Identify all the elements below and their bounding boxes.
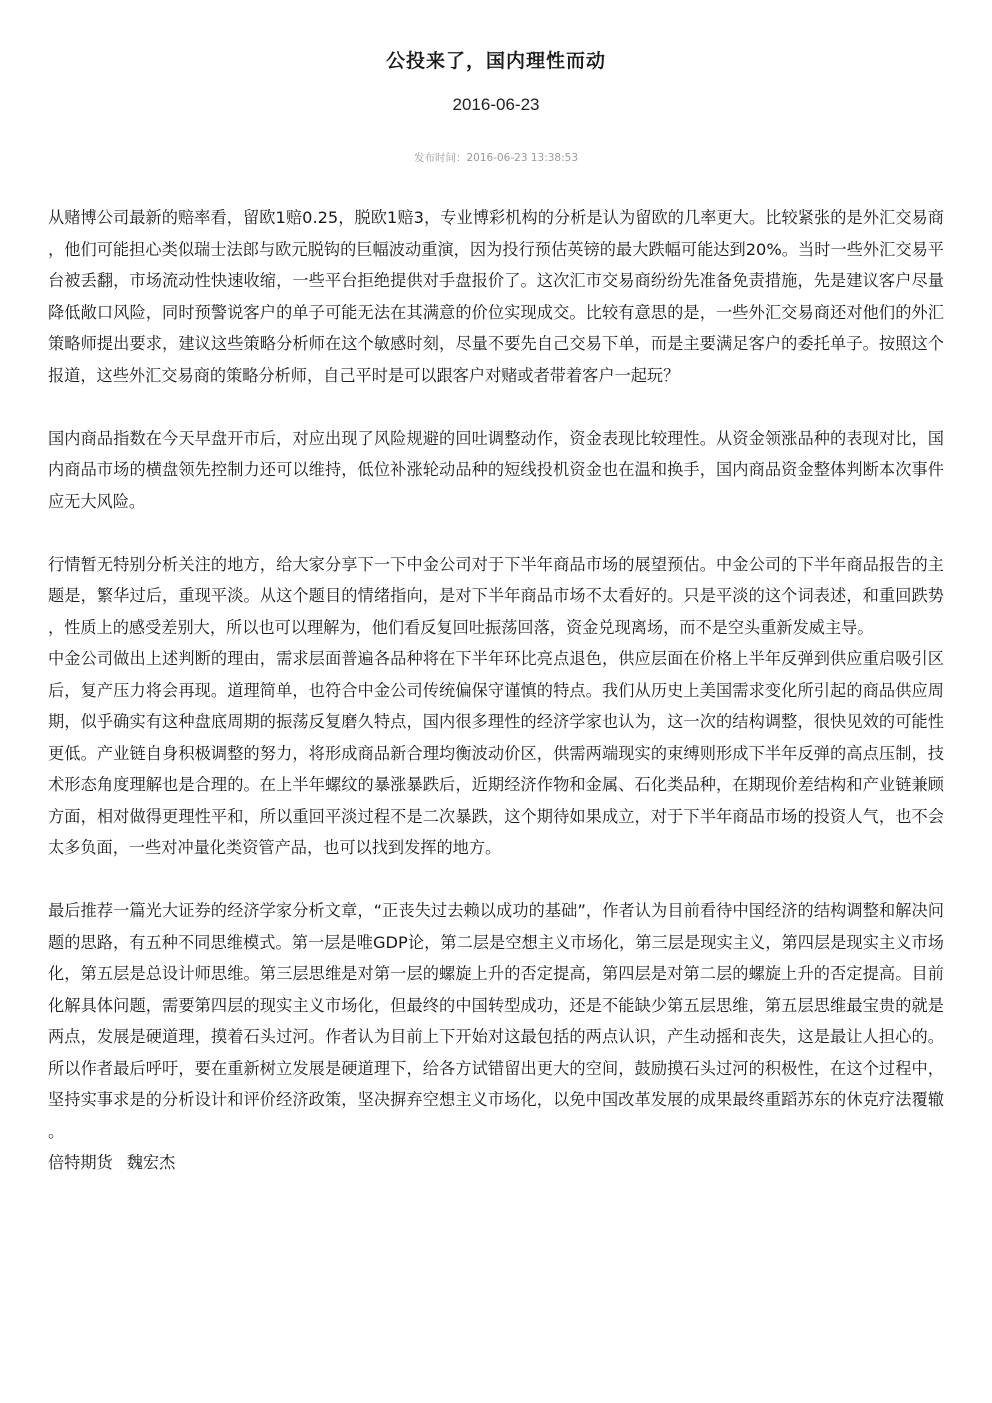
publish-label: 发布时间： bbox=[413, 152, 467, 164]
publish-time: 2016-06-23 13:38:53 bbox=[466, 152, 579, 164]
article-title: 公投来了，国内理性而动 bbox=[385, 50, 606, 72]
article-body bbox=[48, 202, 944, 1179]
paragraph: 国内商品指数在今天早盘开市后，对应出现了风险规避的回吐调整动作，资金表现比较理性。从资金领涨品种的表现对比，国内商品市场的横盘领先控制力还可以维持，低位补涨轮动品种的短线投机资金也在温和换手，国内商品资金整体判断本次事件应无大风险。 bbox=[48, 428, 944, 511]
publish-info bbox=[0, 150, 992, 165]
paragraph: 从赌博公司最新的赔率看，留欧1赔0.25，脱欧1赔3，专业博彩机构的分析是认为留欧的几率更大。比较紧张的是外汇交易商，他们可能担心类似瑞士法郎与欧元脱钩的巨幅波动重演，因为投行预估英镑的最大跌幅可能达到20%。当时一些外汇交易平台被丢翻，市场流动性快速收缩，一些平台拒绝提供对手盘报价了。这次汇市交易商纷纷先准备免责措施，先是建议客户尽量降低敞口风险，同时预警说客户的单子可能无法在其满意的价位实现成交。比较有意思的是，一些外汇交易商还对他们的外汇策略师提出要求，建议这些策略分析师在这个敏感时刻，尽量不要先自己交易下单，而是主要满足客户的委托单子。按照这个报道，这些外汇交易商的策略分析师，自己平时是可以跟客户对赌或者带着客户一起玩？ bbox=[48, 208, 944, 385]
paragraph: 中金公司做出上述判断的理由，需求层面普遍各品种将在下半年环比亮点退色，供应层面在价格上半年反弹到供应重启吸引区后，复产压力将会再现。道理简单，也符合中金公司传统偏保守谨慎的特点。我们从历史上美国需求变化所引起的商品供应周期，似乎确实有这种盘底周期的振荡反复磨久特点，国内很多理性的经济学家也认为，这一次的结构调整，很快见效的可能性更低。产业链自身积极调整的努力，将形成商品新合理均衡波动价区，供需两端现实的束缚则形成下半年反弹的高点压制，技术形态角度理解也是合理的。在上半年螺纹的暴涨暴跌后，近期经济作物和金属、石化类品种，在期现价差结构和产业链兼顾方面，相对做得更理性平和，所以重回平淡过程不是二次暴跌，这个期待如果成立，对于下半年商品市场的投资人气，也不会太多负面，一些对冲量化类资管产品，也可以找到发挥的地方。 bbox=[48, 649, 944, 857]
paragraph: 最后推荐一篇光大证券的经济学家分析文章，“正丧失过去赖以成功的基础”，作者认为目前看待中国经济的结构调整和解决问题的思路，有五种不同思维模式。第一层是唯GDP论，第二层是空想主义市场化，第三层是现实主义，第四层是现实主义市场化，第五层是总设计师思维。第三层思维是对第一层的螺旋上升的否定提高，第四层是对第二层的螺旋上升的否定提高。目前化解具体问题，需要第四层的现实主义市场化，但最终的中国转型成功，还是不能缺少第五层思维，第五层思维最宝贵的就是两点，发展是硬道理，摸着石头过河。作者认为目前上下开始对这最包括的两点认识，产生动摇和丧失，这是最让人担心的。所以作者最后呼吁，要在重新树立发展是硬道理下，给各方试错留出更大的空间，鼓励摸石头过河的积极性，在这个过程中，坚持实事求是的分析设计和评价经济政策，坚决摒弃空想主义市场化，以免中国改革发展的成果最终重蹈苏东的休克疗法覆辙。 bbox=[48, 901, 944, 1141]
signature bbox=[48, 1147, 944, 1179]
signature-company: 倍特期货 bbox=[48, 1153, 113, 1172]
paragraph: 行情暂无特别分析关注的地方，给大家分享下一下中金公司对于下半年商品市场的展望预估。中金公司的下半年商品报告的主题是，繁华过后，重现平淡。从这个题目的情绪指向，是对下半年商品市场不太看好的。只是平淡的这个词表述，和重回跌势，性质上的感受差别大，所以也可以理解为，他们看反复回吐振荡回落，资金兑现离场，而不是空头重新发威主导。 bbox=[48, 554, 944, 637]
signature-author: 魏宏杰 bbox=[126, 1153, 176, 1172]
article-date: 2016-06-23 bbox=[452, 95, 540, 114]
